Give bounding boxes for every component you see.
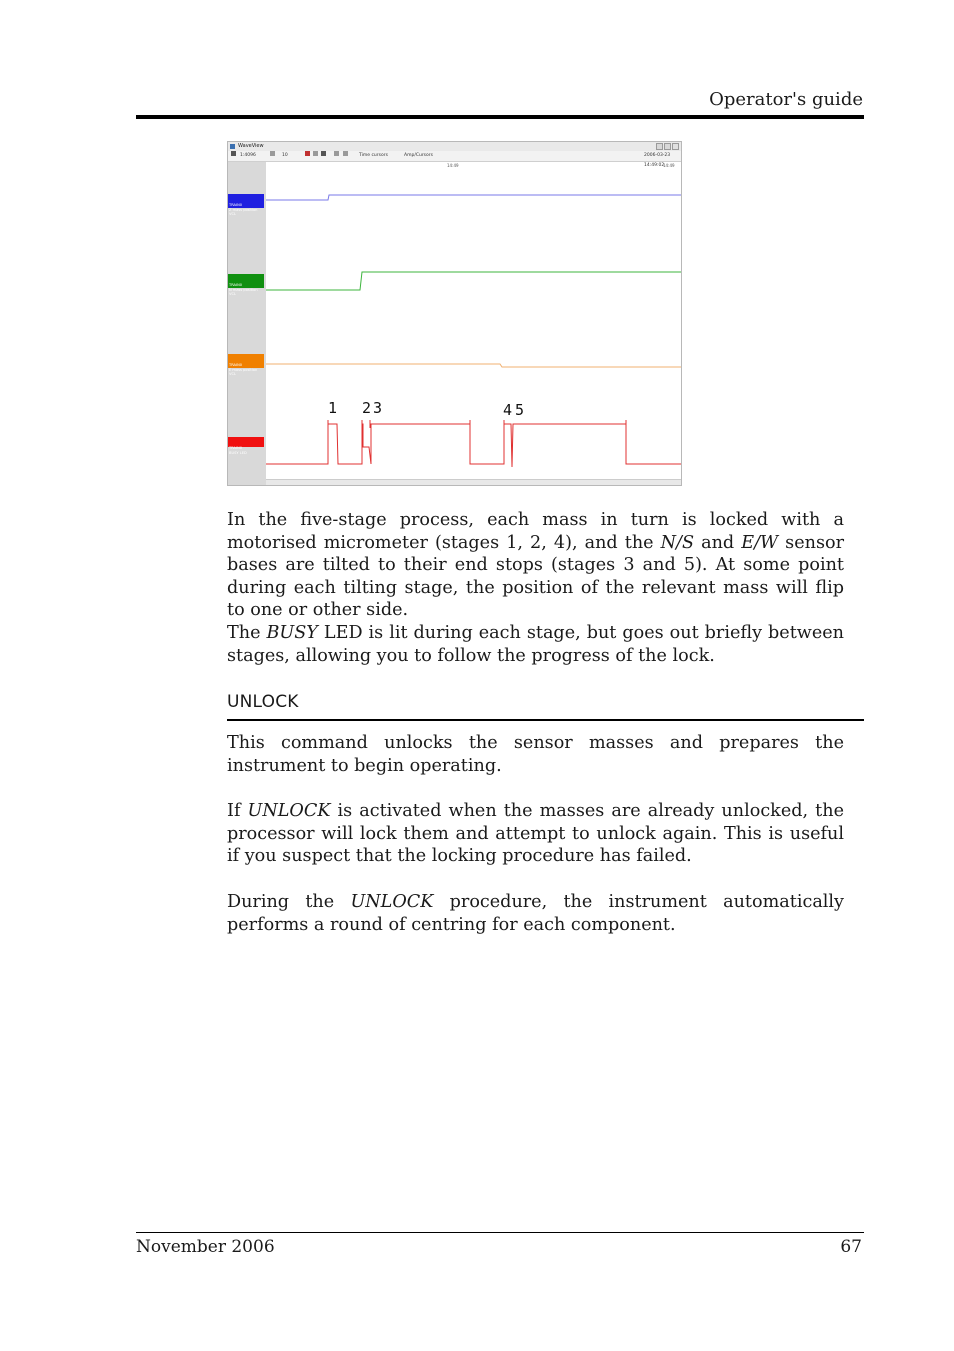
unlock-term: UNLOCK [350, 892, 434, 912]
ew-term: E/W [741, 532, 779, 553]
ns-term: N/S [660, 532, 695, 553]
paragraph-unlock-intro: This command unlocks the sensor masses and prepares the instrument to begin operating. [227, 733, 844, 776]
time-tick: 14:49 [447, 163, 459, 168]
datetime-readout: 2006-03-23 14:49:02 [644, 153, 671, 168]
unlock-term: UNLOCK [247, 801, 331, 821]
waveview-screenshot [227, 141, 682, 486]
paragraph-busy-led: The BUSY LED is lit during each stage, but goes out briefly between stages, allowing you to follow the progress of the lock. [227, 623, 844, 666]
stage-label-3: 3 [373, 399, 383, 417]
channel-label-busy[interactable]: TRAIN0 BUSY LED [228, 437, 264, 447]
window-title: WaveView [238, 143, 264, 149]
section-rule [227, 719, 864, 721]
busy-led-trace [266, 424, 682, 467]
time-tick: 14:49 [663, 163, 675, 168]
paragraph-five-stage: In the five-stage process, each mass in turn is locked with a motorised micrometer (stages 1, 2, 4), and the N/S and E/W sensor bases are tilted to their end stops (stages 3 and 5). At some point during each tilting stage, the position of the relevant mass will flip to one or other side. [227, 510, 844, 620]
n-mass-trace [266, 272, 682, 290]
trace-plot [228, 142, 682, 486]
time-cursors-toggle[interactable]: Time cursors [359, 153, 388, 158]
busy-term: BUSY [266, 623, 318, 643]
stage-label-1: 1 [328, 399, 338, 417]
stage-label-5: 5 [515, 401, 525, 419]
footer-rule [136, 1232, 864, 1233]
channel-label-n[interactable]: TRAIN0 N mass position VCL [228, 274, 264, 288]
header-rule [136, 115, 864, 119]
z-mass-trace [266, 195, 682, 200]
running-header: Operator's guide [709, 89, 863, 110]
horizontal-scrollbar[interactable] [266, 479, 681, 485]
stage-label-2: 2 [362, 399, 372, 417]
channel-label-e[interactable]: TRAIN0 E mass position VCL [228, 354, 264, 368]
amp-cursors-toggle[interactable]: Amp/Cursors [404, 153, 433, 158]
e-mass-trace [266, 364, 682, 367]
stage-label-4: 4 [503, 401, 513, 419]
page-number: 67 [840, 1237, 862, 1257]
rate-select[interactable]: 10 [282, 153, 288, 158]
paragraph-unlock-relock: If UNLOCK is activated when the masses are already unlocked, the processor will lock them and attempt to unlock again. This is useful if you suspect that the locking procedure has failed. [227, 801, 844, 866]
zoom-select[interactable]: 1:4096 [240, 153, 256, 158]
section-heading-unlock: UNLOCK [227, 692, 299, 712]
channel-label-z[interactable]: TRAIN0 Z mass position VCL [228, 194, 264, 208]
footer-date: November 2006 [136, 1237, 275, 1257]
paragraph-unlock-centring: During the UNLOCK procedure, the instrument automatically performs a round of centring for each component. [227, 892, 844, 935]
